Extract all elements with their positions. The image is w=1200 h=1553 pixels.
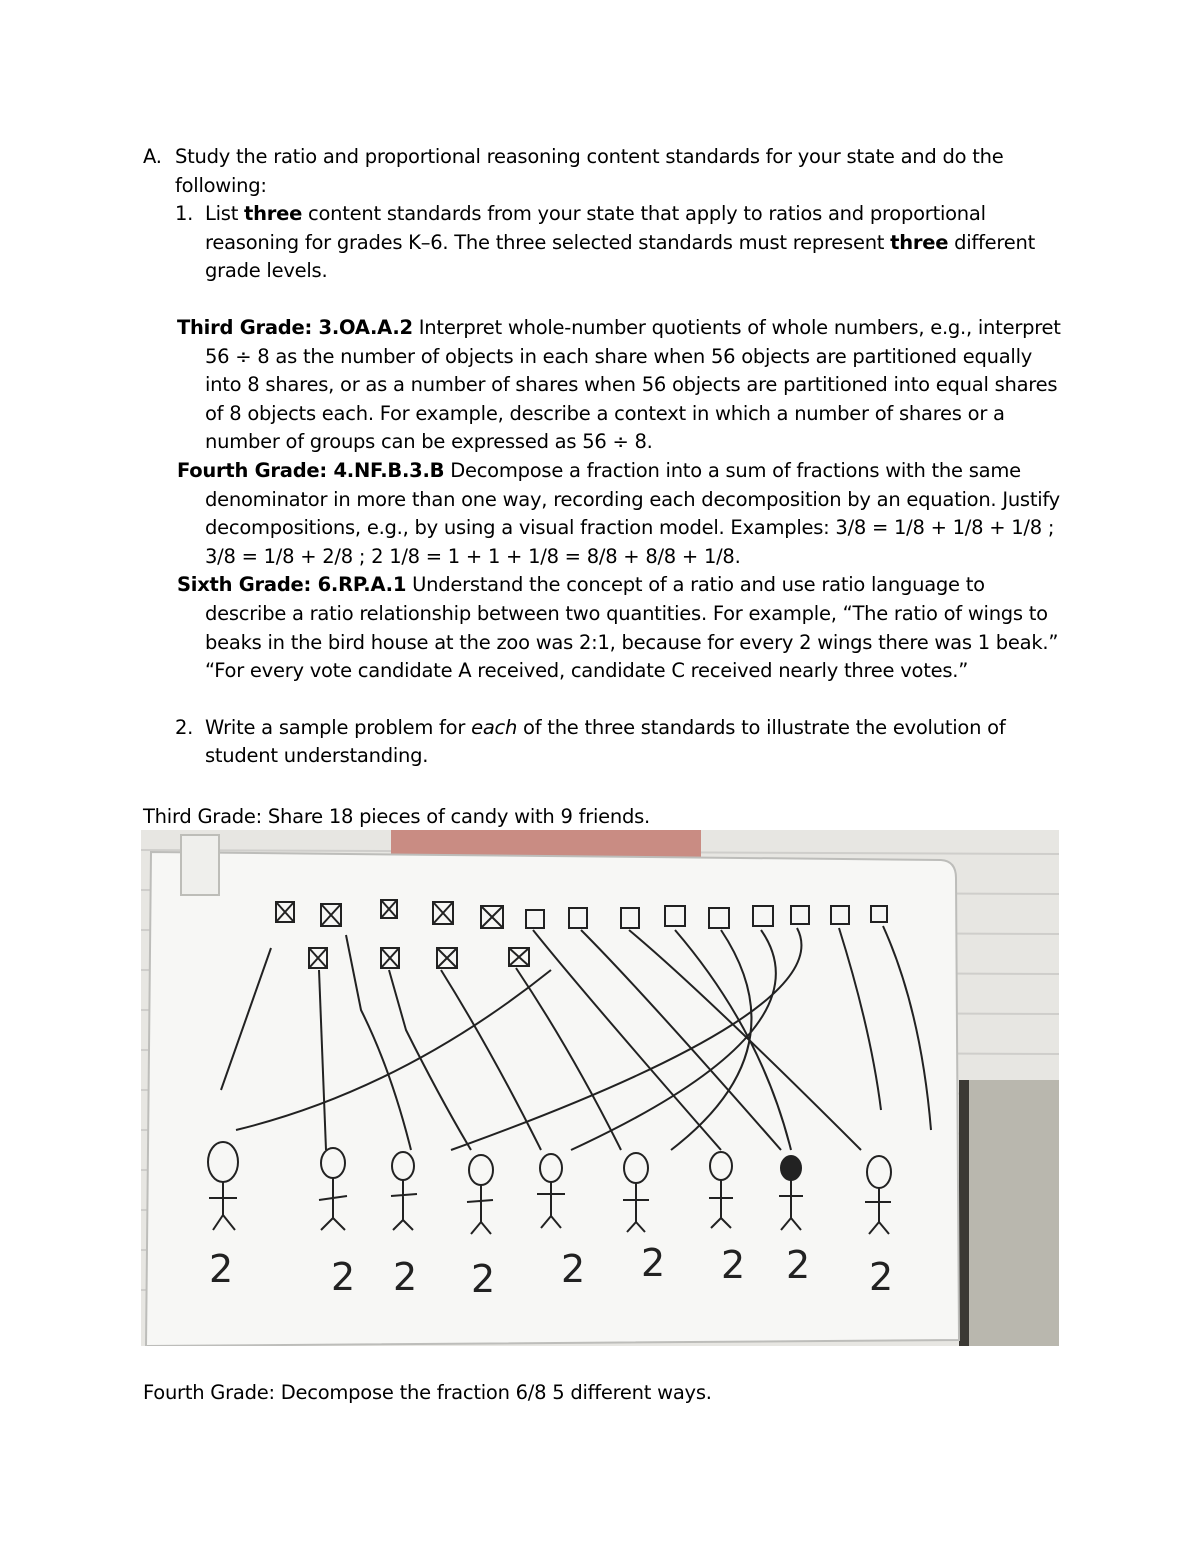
standard-text: Understand the concept of a ratio and use ratio language to describe a ratio relationship between two quantities. For example, “The ratio of wings to beaks in the bird house at the zoo was 2:1, because for every 2 wings there was 1 beak.” “For every vote candidate A received, candidate C received nearly three votes.” [205,573,1059,683]
intro-text: Study the ratio and proportional reasoning content standards for your state and do the following: [175,145,1004,197]
standard-label: Fourth Grade: 4.NF.B.3.B [177,458,445,482]
share-label: 2 [331,1255,356,1299]
standard-text: Decompose a fraction into a sum of fractions with the same denominator in more than one way, recording each decomposition by an equation. Justify decompositions, e.g., by using a visual fraction model. Examples: 3/8 = 1/8 + 1/8 + 1/8 ; 3/8 = 1/8 + 2/8 ; 2 1/8 = 1 + 1 + 1/8 = 8/8 + 8/8 + 1/8. [205,458,1060,568]
third-grade-problem: Third Grade: Share 18 pieces of candy with 9 friends. [143,805,650,828]
item-2-text-a: Write a sample problem for [205,715,472,739]
item-2 [143,714,1063,771]
standard-text: Interpret whole-number quotients of whole numbers, e.g., interpret 56 ÷ 8 as the number of objects in each share when 56 objects are partitioned equally into 8 shares, or as a number of shares when 56 objects are partitioned into equal shares of 8 objects each. For example, describe a context in which a number of shares or a number of groups can be expressed as 56 ÷ 8. [205,315,1061,454]
section-a [143,143,1063,771]
whiteboard-drawing [141,830,1059,1346]
share-label: 2 [561,1247,586,1291]
item-1-bold-b: three [890,230,949,254]
standard-label: Third Grade: 3.OA.A.2 [177,315,413,339]
share-label: 2 [869,1255,894,1299]
section-marker: A. [143,145,162,168]
item-1-number: 1. [175,202,194,226]
item-2-italic: each [471,715,518,739]
share-label: 2 [786,1243,811,1287]
standard-third-grade [143,314,1063,457]
share-label: 2 [209,1247,234,1291]
share-label: 2 [721,1243,746,1287]
share-label: 2 [471,1257,496,1301]
fourth-grade-problem: Fourth Grade: Decompose the fraction 6/8 5 different ways. [143,1381,712,1404]
item-2-text-b: of the three standards to illustrate the evolution of student understanding. [205,715,1006,768]
standard-label: Sixth Grade: 6.RP.A.1 [177,573,407,597]
item-1-bold-a: three [244,202,303,226]
section-a-intro [143,143,1063,200]
standard-fourth-grade [143,457,1063,571]
share-label: 2 [641,1241,666,1285]
item-2-number: 2. [175,715,194,739]
item-1-text-c: different grade levels. [205,230,1035,283]
share-label: 2 [393,1255,418,1299]
whiteboard-photo [141,830,1059,1346]
item-1 [143,200,1063,286]
item-1-text-a: List [205,202,245,226]
standard-sixth-grade [143,571,1063,685]
item-1-text-b: content standards from your state that apply to ratios and proportional reasoning for grades K–6. The three selected standards must represent [205,202,986,254]
